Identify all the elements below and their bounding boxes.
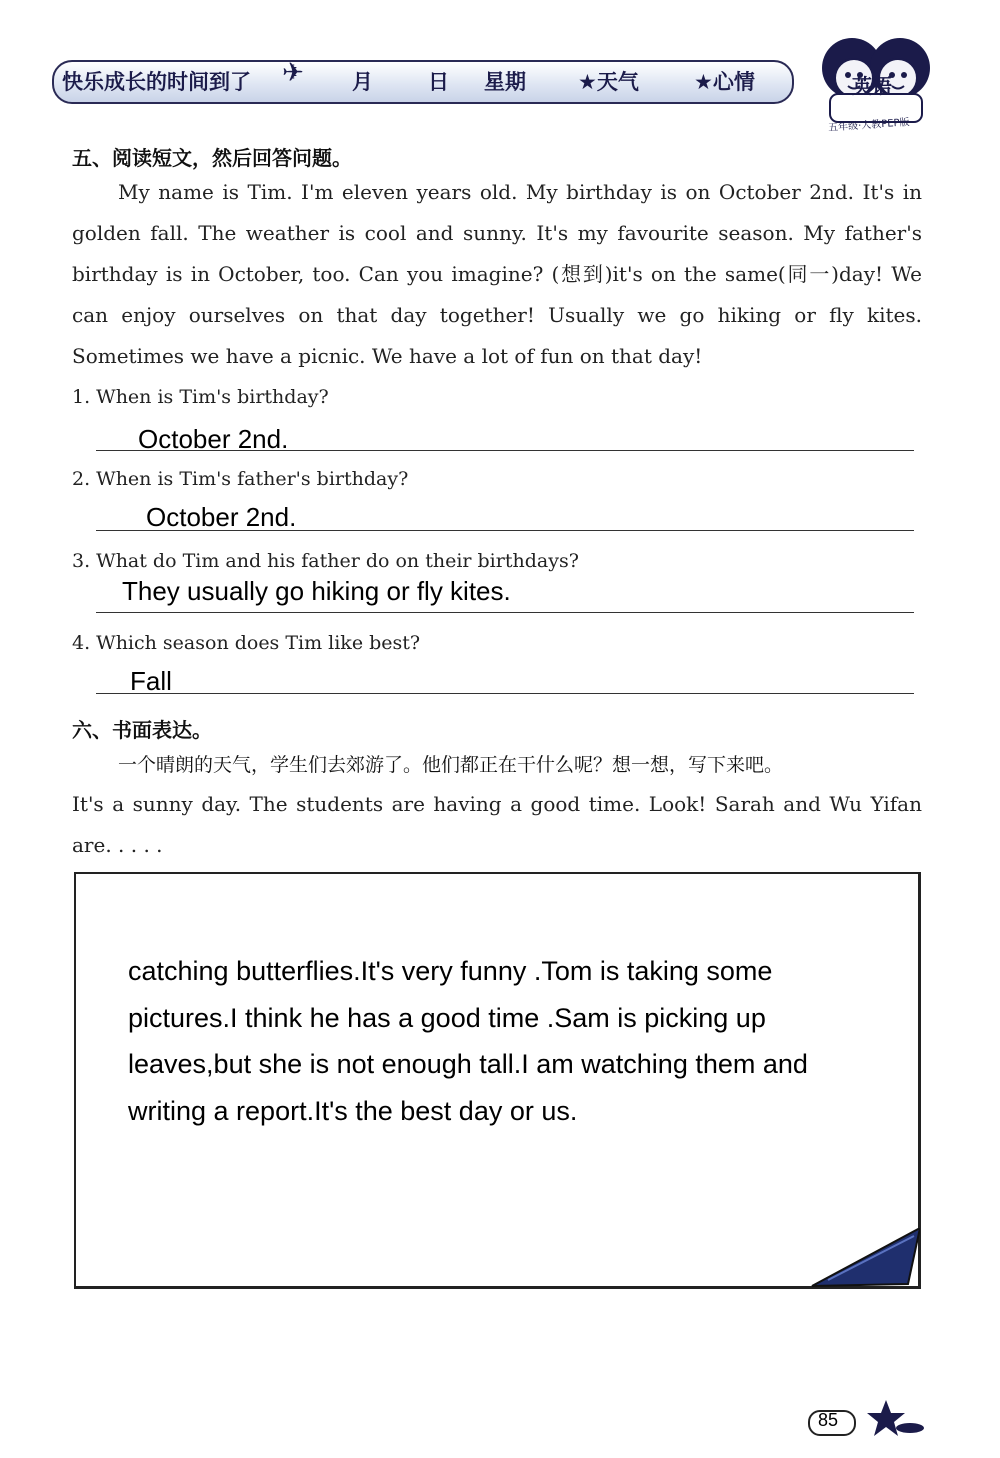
- page-number: 85: [818, 1410, 839, 1430]
- question-2: 2. When is Tim's father's birthday?: [72, 468, 409, 490]
- grade-label: 五年级·人教PEP版: [827, 117, 910, 134]
- answer-2: October 2nd.: [146, 502, 297, 532]
- answer-1: October 2nd.: [138, 424, 289, 454]
- header-weekday: 星期: [484, 70, 526, 94]
- question-4: 4. Which season does Tim like best?: [72, 632, 421, 654]
- answer-4: Fall: [130, 666, 172, 696]
- star-mascot-icon: [864, 1398, 924, 1438]
- section5-title: 五、阅读短文，然后回答问题。: [72, 146, 352, 170]
- essay-line: pictures.I think he has a good time .Sam is picking up: [128, 1002, 766, 1033]
- subject-label: 英语: [852, 74, 892, 98]
- page-curl-icon: [808, 1228, 920, 1288]
- header-mood: ★心情: [694, 70, 755, 94]
- essay-line: writing a report.It's the best day or us.: [128, 1095, 578, 1126]
- header-day: 日: [428, 70, 449, 94]
- answer-line-4: [96, 693, 914, 694]
- answer-3: They usually go hiking or fly kites.: [122, 576, 511, 606]
- header-weather: ★天气: [578, 70, 639, 94]
- essay-text: [128, 948, 888, 1134]
- rocket-icon: ✈: [282, 58, 304, 88]
- writing-prompt-english: It's a sunny day. The students are having a good time. Look! Sarah and Wu Yifan are. . . . .: [72, 792, 922, 857]
- essay-line: catching butterflies.It's very funny .Tom is taking some: [128, 956, 773, 986]
- header-month: 月: [352, 70, 373, 94]
- question-3: 3. What do Tim and his father do on their birthdays?: [72, 550, 579, 572]
- reading-passage: My name is Tim. I'm eleven years old. My birthday is on October 2nd. It's in golden fall. The weather is cool and sunny. It's my favourite season. My father's birthday is in October, too. Can you imagine? (想到)it's on the same(同一)day! We can enjoy ourselves on that day together! Usually we go hiking or fly kites. Sometimes we have a picnic. We have a lot of fun on that day!: [72, 180, 922, 368]
- header-slogan: 快乐成长的时间到了: [62, 70, 251, 94]
- answer-line-3: [96, 612, 914, 613]
- answer-line-1: [96, 450, 914, 451]
- answer-line-2: [96, 530, 914, 531]
- writing-prompt-chinese: 一个晴朗的天气，学生们去郊游了。他们都正在干什么呢？想一想，写下来吧。: [118, 754, 784, 776]
- essay-line: leaves,but she is not enough tall.I am watching them and: [128, 1049, 808, 1079]
- question-1: 1. When is Tim's birthday?: [72, 386, 329, 408]
- section6-title: 六、书面表达。: [72, 718, 212, 742]
